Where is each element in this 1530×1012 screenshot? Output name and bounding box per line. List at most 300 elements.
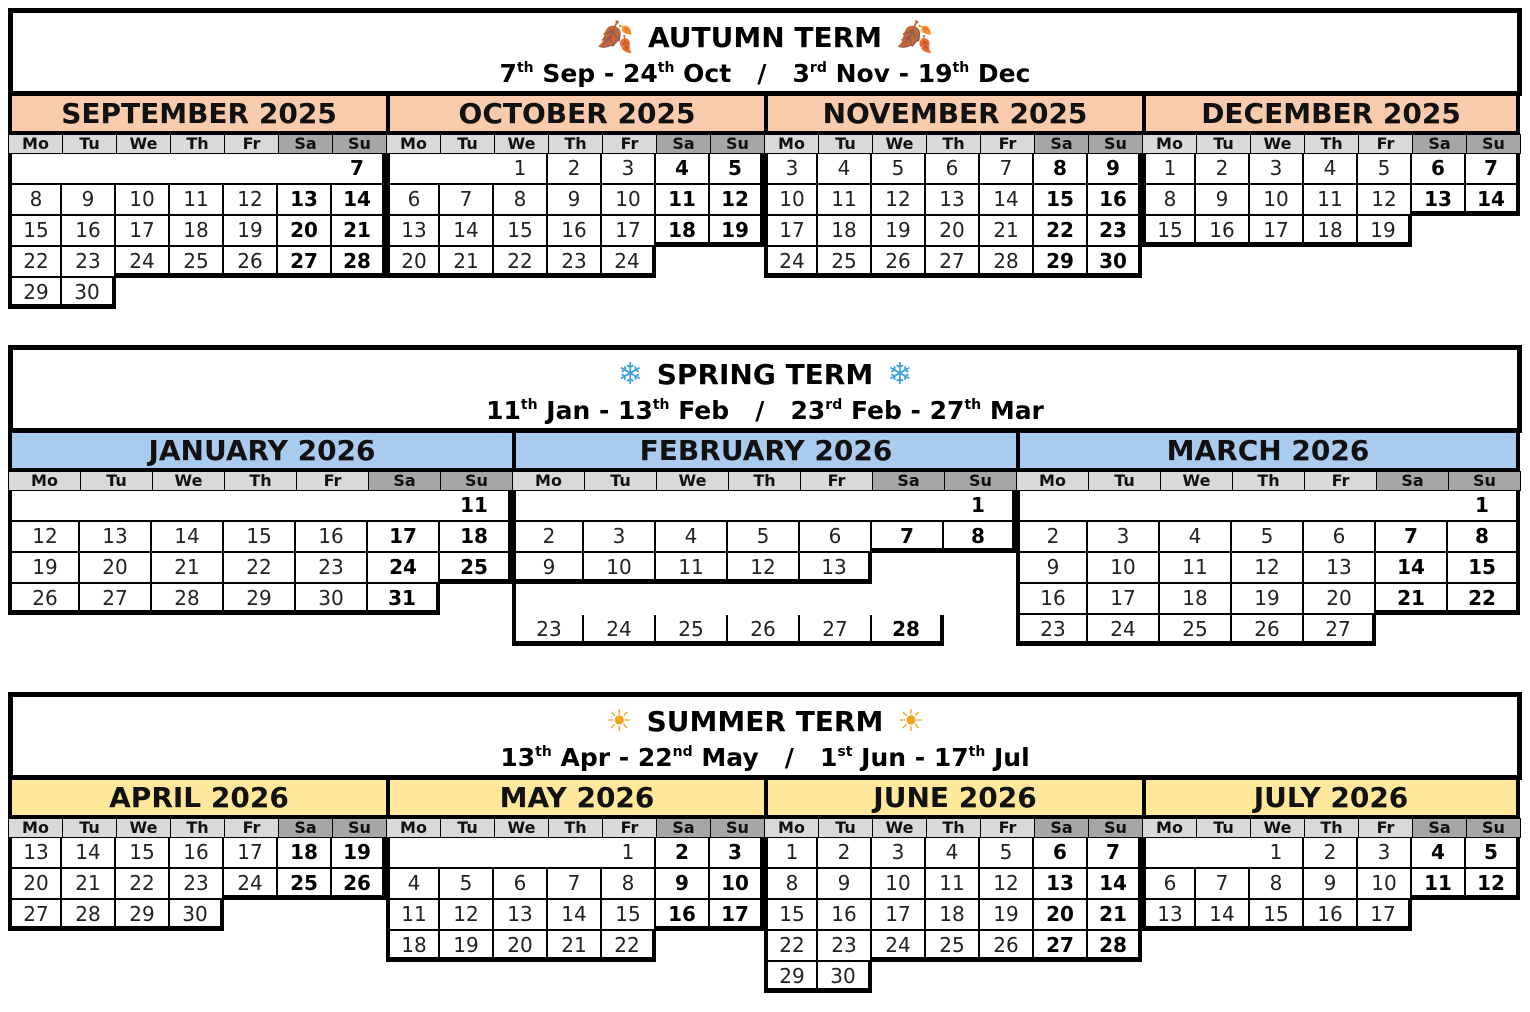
- empty-day-cell: [170, 154, 224, 185]
- day-cell: 11: [1412, 869, 1466, 900]
- empty-day-cell: [1034, 962, 1088, 993]
- empty-day-cell: [656, 584, 728, 615]
- weekday-header: Tu: [1196, 818, 1251, 838]
- day-cell: 4: [1304, 154, 1358, 185]
- day-cell: 6: [386, 185, 440, 216]
- day-cell: 24: [872, 931, 926, 962]
- day-cell: 18: [1304, 216, 1358, 247]
- empty-day-cell: [116, 278, 170, 309]
- day-cell: 14: [1466, 185, 1520, 216]
- empty-day-cell: [278, 900, 332, 931]
- date-rest: Jul: [985, 743, 1030, 772]
- day-cell: 8: [602, 869, 656, 900]
- day-cell: 12: [872, 185, 926, 216]
- day-cell: 3: [1088, 522, 1160, 553]
- day-cell: 27: [8, 900, 62, 931]
- weekday-header: Th: [548, 818, 603, 838]
- day-cell: 15: [1250, 900, 1304, 931]
- day-cell: 30: [170, 900, 224, 931]
- date-suffix: th: [968, 744, 986, 760]
- date-suffix: st: [837, 744, 853, 760]
- day-cell: 8: [1448, 522, 1520, 553]
- day-cell: 16: [1304, 900, 1358, 931]
- weekday-header: Th: [170, 134, 225, 154]
- empty-day-cell: [512, 491, 584, 522]
- day-cell: 9: [512, 553, 584, 584]
- day-cell: 24: [1088, 615, 1160, 646]
- day-cell: 15: [1142, 216, 1196, 247]
- day-cell: 27: [80, 584, 152, 615]
- day-cell: 20: [386, 247, 440, 278]
- day-cell: 14: [980, 185, 1034, 216]
- day-cell: 26: [332, 869, 386, 900]
- day-cell: 18: [926, 900, 980, 931]
- weekday-header: Mo: [1016, 471, 1089, 491]
- day-cell: 9: [1088, 154, 1142, 185]
- day-cell: 3: [872, 838, 926, 869]
- day-cell: 23: [1016, 615, 1088, 646]
- day-cell: 4: [1160, 522, 1232, 553]
- month-title: FEBRUARY 2026: [512, 429, 1020, 471]
- day-cell: 25: [440, 553, 512, 584]
- day-cell: 28: [152, 584, 224, 615]
- day-cell: 12: [1232, 553, 1304, 584]
- day-cell: 25: [170, 247, 224, 278]
- weekday-header: Th: [926, 818, 981, 838]
- day-cell: 24: [368, 553, 440, 584]
- day-cell: 6: [800, 522, 872, 553]
- day-cell: 14: [62, 838, 116, 869]
- empty-day-cell: [872, 584, 944, 615]
- day-cell: 28: [1088, 931, 1142, 962]
- weekday-header: Mo: [8, 134, 63, 154]
- day-cell: 29: [764, 962, 818, 993]
- day-cell: 8: [944, 522, 1016, 553]
- day-cell: 11: [1160, 553, 1232, 584]
- date-rest: May /: [692, 743, 820, 772]
- day-cell: 13: [80, 522, 152, 553]
- autumn-leaf-icon: 🍂: [896, 19, 934, 55]
- day-cell: 22: [1448, 584, 1520, 615]
- day-cell: 20: [1304, 584, 1376, 615]
- weekday-header: We: [1250, 134, 1305, 154]
- date-suffix: th: [952, 60, 970, 76]
- day-cell: 23: [512, 615, 584, 646]
- day-cell: 12: [1466, 869, 1520, 900]
- day-cell: 11: [656, 185, 710, 216]
- empty-day-cell: [386, 838, 440, 869]
- day-cell: 13: [1034, 869, 1088, 900]
- day-cell: 17: [1358, 900, 1412, 931]
- day-cell: 31: [368, 584, 440, 615]
- month-title: MAY 2026: [386, 776, 768, 818]
- empty-day-cell: [278, 154, 332, 185]
- weekday-header: Mo: [1142, 818, 1197, 838]
- sun-icon: ☀: [605, 703, 633, 739]
- date-rest: Sep -: [533, 59, 623, 88]
- day-cell: 21: [440, 247, 494, 278]
- day-cell: 17: [710, 900, 764, 931]
- date-rest: Nov -: [826, 59, 918, 88]
- day-cell: 11: [386, 900, 440, 931]
- weekday-header: We: [116, 818, 171, 838]
- day-cell: 5: [440, 869, 494, 900]
- day-cell: 15: [8, 216, 62, 247]
- weekday-header: Sa: [656, 134, 711, 154]
- day-cell: 19: [332, 838, 386, 869]
- day-cell: 30: [818, 962, 872, 993]
- weekday-header: Fr: [980, 818, 1035, 838]
- day-cell: 24: [224, 869, 278, 900]
- day-cell: 7: [1466, 154, 1520, 185]
- day-cell: 22: [1034, 216, 1088, 247]
- day-cell: 18: [818, 216, 872, 247]
- weekday-header: Th: [926, 134, 981, 154]
- day-cell: 11: [656, 553, 728, 584]
- day-cell: 10: [1088, 553, 1160, 584]
- day-cell: 26: [872, 247, 926, 278]
- weekday-header: Th: [548, 134, 603, 154]
- snowflake-icon: ❄: [887, 356, 913, 392]
- weekday-header: We: [872, 818, 927, 838]
- day-cell: 24: [584, 615, 656, 646]
- empty-day-cell: [1376, 491, 1448, 522]
- day-cell: 10: [872, 869, 926, 900]
- weekday-header: Mo: [764, 134, 819, 154]
- weekday-header: Th: [170, 818, 225, 838]
- weekday-header: Su: [710, 818, 765, 838]
- day-cell: 3: [710, 838, 764, 869]
- weekday-header: Fr: [602, 134, 657, 154]
- empty-day-cell: [1412, 216, 1466, 247]
- day-cell: 6: [1142, 869, 1196, 900]
- day-cell: 23: [818, 931, 872, 962]
- empty-day-cell: [368, 491, 440, 522]
- day-cell: 23: [296, 553, 368, 584]
- date-rest: Mar: [981, 396, 1044, 425]
- empty-day-cell: [1376, 615, 1448, 646]
- weekday-header: Su: [332, 818, 387, 838]
- day-cell: 5: [728, 522, 800, 553]
- empty-day-cell: [548, 838, 602, 869]
- day-cell: 9: [1304, 869, 1358, 900]
- day-cell: 7: [1196, 869, 1250, 900]
- day-cell: 6: [1034, 838, 1088, 869]
- day-cell: 26: [728, 615, 800, 646]
- day-cell: 30: [1088, 247, 1142, 278]
- empty-day-cell: [656, 247, 710, 278]
- weekday-header: Sa: [1412, 134, 1467, 154]
- date-day: 27: [929, 396, 965, 425]
- date-suffix: rd: [809, 60, 827, 76]
- day-cell: 18: [170, 216, 224, 247]
- weekday-header: Sa: [1412, 818, 1467, 838]
- weekday-header: Fr: [1304, 471, 1377, 491]
- date-rest: Apr -: [551, 743, 638, 772]
- day-cell: 6: [1304, 522, 1376, 553]
- day-cell: 14: [332, 185, 386, 216]
- day-cell: 21: [332, 216, 386, 247]
- day-cell: 17: [1088, 584, 1160, 615]
- day-cell: 16: [1088, 185, 1142, 216]
- weekday-header: We: [1160, 471, 1233, 491]
- empty-day-cell: [80, 491, 152, 522]
- empty-day-cell: [710, 931, 764, 962]
- weekday-header: Th: [1304, 818, 1359, 838]
- day-cell: 26: [980, 931, 1034, 962]
- day-cell: 17: [872, 900, 926, 931]
- day-cell: 19: [980, 900, 1034, 931]
- empty-day-cell: [728, 491, 800, 522]
- empty-day-cell: [224, 154, 278, 185]
- date-day: 13: [500, 743, 536, 772]
- empty-day-cell: [152, 491, 224, 522]
- term-banner: [8, 8, 1522, 96]
- day-cell: 5: [980, 838, 1034, 869]
- day-cell: 2: [1304, 838, 1358, 869]
- term-title: [13, 358, 1517, 391]
- day-cell: 18: [278, 838, 332, 869]
- weekday-header: Th: [1304, 134, 1359, 154]
- day-cell: 5: [1358, 154, 1412, 185]
- day-cell: 4: [1412, 838, 1466, 869]
- weekday-header: Su: [1466, 818, 1521, 838]
- date-suffix: th: [520, 397, 538, 413]
- day-cell: 20: [494, 931, 548, 962]
- weekday-header: Tu: [1088, 471, 1161, 491]
- term-title: [13, 705, 1517, 738]
- day-cell: 29: [1034, 247, 1088, 278]
- day-cell: 16: [1016, 584, 1088, 615]
- weekday-header: Sa: [1376, 471, 1449, 491]
- day-cell: 14: [1376, 553, 1448, 584]
- weekday-header: Fr: [980, 134, 1035, 154]
- empty-day-cell: [332, 900, 386, 931]
- day-cell: 4: [386, 869, 440, 900]
- empty-day-cell: [1466, 216, 1520, 247]
- sun-icon: ☀: [897, 703, 925, 739]
- day-cell: 18: [656, 216, 710, 247]
- day-cell: 7: [1376, 522, 1448, 553]
- weekday-header: Sa: [1034, 134, 1089, 154]
- date-rest: Jun -: [852, 743, 934, 772]
- autumn-leaf-icon: 🍂: [596, 19, 634, 55]
- date-day: 23: [790, 396, 826, 425]
- weekday-header: We: [1250, 818, 1305, 838]
- day-cell: 24: [764, 247, 818, 278]
- weekday-header: We: [152, 471, 225, 491]
- term-name: AUTUMN TERM: [647, 21, 883, 54]
- day-cell: 2: [1016, 522, 1088, 553]
- empty-day-cell: [8, 491, 80, 522]
- day-cell: 11: [440, 491, 512, 522]
- day-cell: 8: [8, 185, 62, 216]
- day-cell: 28: [332, 247, 386, 278]
- weekday-header: Su: [1466, 134, 1521, 154]
- empty-day-cell: [1088, 962, 1142, 993]
- date-day: 22: [637, 743, 673, 772]
- day-cell: 12: [224, 185, 278, 216]
- day-cell: 27: [1034, 931, 1088, 962]
- day-cell: 16: [548, 216, 602, 247]
- day-cell: 17: [1250, 216, 1304, 247]
- day-cell: 13: [278, 185, 332, 216]
- day-cell: 27: [926, 247, 980, 278]
- day-cell: 6: [1412, 154, 1466, 185]
- empty-day-cell: [1232, 491, 1304, 522]
- day-cell: 14: [1196, 900, 1250, 931]
- day-cell: 8: [1250, 869, 1304, 900]
- day-cell: 1: [602, 838, 656, 869]
- day-cell: 10: [602, 185, 656, 216]
- day-cell: 7: [872, 522, 944, 553]
- empty-day-cell: [1160, 491, 1232, 522]
- weekday-header: Tu: [440, 818, 495, 838]
- day-cell: 3: [602, 154, 656, 185]
- date-suffix: th: [657, 60, 675, 76]
- empty-day-cell: [872, 491, 944, 522]
- day-cell: 1: [1250, 838, 1304, 869]
- weekday-header: Th: [1232, 471, 1305, 491]
- day-cell: 11: [818, 185, 872, 216]
- day-cell: 19: [872, 216, 926, 247]
- day-cell: 30: [296, 584, 368, 615]
- empty-day-cell: [728, 584, 800, 615]
- weekday-header: Sa: [656, 818, 711, 838]
- day-cell: 20: [926, 216, 980, 247]
- weekday-header: Fr: [224, 134, 279, 154]
- date-day: 13: [618, 396, 653, 425]
- day-cell: 10: [584, 553, 656, 584]
- date-day: 1: [820, 743, 838, 772]
- weekday-header: Tu: [440, 134, 495, 154]
- weekday-header: Su: [332, 134, 387, 154]
- weekday-header: Su: [944, 471, 1017, 491]
- empty-day-cell: [800, 491, 872, 522]
- date-day: 11: [486, 396, 521, 425]
- day-cell: 16: [296, 522, 368, 553]
- day-cell: 26: [224, 247, 278, 278]
- weekday-header: Tu: [80, 471, 153, 491]
- day-cell: 9: [656, 869, 710, 900]
- weekday-header: Sa: [1034, 818, 1089, 838]
- date-rest: Feb -: [842, 396, 930, 425]
- day-cell: 15: [494, 216, 548, 247]
- month-title: JANUARY 2026: [8, 429, 516, 471]
- day-cell: 22: [764, 931, 818, 962]
- day-cell: 2: [548, 154, 602, 185]
- empty-day-cell: [512, 584, 584, 615]
- weekday-header: Tu: [818, 818, 873, 838]
- weekday-header: Mo: [8, 818, 63, 838]
- empty-day-cell: [62, 154, 116, 185]
- day-cell: 4: [818, 154, 872, 185]
- day-cell: 24: [602, 247, 656, 278]
- day-cell: 28: [62, 900, 116, 931]
- day-cell: 18: [1160, 584, 1232, 615]
- term-title: [13, 21, 1517, 54]
- day-cell: 13: [1142, 900, 1196, 931]
- date-rest: Feb /: [669, 396, 791, 425]
- day-cell: 11: [1304, 185, 1358, 216]
- day-cell: 3: [1358, 838, 1412, 869]
- day-cell: 13: [8, 838, 62, 869]
- month-title: JULY 2026: [1142, 776, 1520, 818]
- day-cell: 10: [1250, 185, 1304, 216]
- day-cell: 2: [1196, 154, 1250, 185]
- empty-day-cell: [224, 491, 296, 522]
- month-title: DECEMBER 2025: [1142, 92, 1520, 134]
- weekday-header: Mo: [1142, 134, 1197, 154]
- weekday-header: Tu: [62, 818, 117, 838]
- day-cell: 7: [980, 154, 1034, 185]
- day-cell: 21: [152, 553, 224, 584]
- day-cell: 12: [1358, 185, 1412, 216]
- month-title: APRIL 2026: [8, 776, 390, 818]
- weekday-header: Fr: [1358, 134, 1413, 154]
- day-cell: 16: [1196, 216, 1250, 247]
- day-cell: 23: [548, 247, 602, 278]
- weekday-header: Sa: [278, 818, 333, 838]
- term-dates: [13, 396, 1517, 425]
- day-cell: 12: [728, 553, 800, 584]
- empty-day-cell: [1142, 838, 1196, 869]
- day-cell: 21: [62, 869, 116, 900]
- weekday-header: Mo: [386, 818, 441, 838]
- day-cell: 15: [602, 900, 656, 931]
- weekday-header: Th: [224, 471, 297, 491]
- day-cell: 3: [584, 522, 656, 553]
- empty-day-cell: [800, 584, 872, 615]
- day-cell: 29: [8, 278, 62, 309]
- date-rest: Oct /: [674, 59, 793, 88]
- day-cell: 29: [224, 584, 296, 615]
- empty-day-cell: [1466, 900, 1520, 931]
- date-suffix: nd: [672, 744, 693, 760]
- day-cell: 15: [1448, 553, 1520, 584]
- day-cell: 16: [62, 216, 116, 247]
- day-cell: 19: [1358, 216, 1412, 247]
- day-cell: 25: [818, 247, 872, 278]
- day-cell: 10: [764, 185, 818, 216]
- weekday-header: Fr: [296, 471, 369, 491]
- empty-day-cell: [8, 154, 62, 185]
- day-cell: 12: [710, 185, 764, 216]
- day-cell: 5: [872, 154, 926, 185]
- day-cell: 1: [944, 491, 1016, 522]
- day-cell: 30: [62, 278, 116, 309]
- day-cell: 21: [1088, 900, 1142, 931]
- day-cell: 18: [386, 931, 440, 962]
- day-cell: 27: [1304, 615, 1376, 646]
- weekday-header: Sa: [278, 134, 333, 154]
- day-cell: 23: [170, 869, 224, 900]
- day-cell: 22: [602, 931, 656, 962]
- day-cell: 22: [8, 247, 62, 278]
- weekday-header: Mo: [764, 818, 819, 838]
- day-cell: 25: [656, 615, 728, 646]
- day-cell: 27: [800, 615, 872, 646]
- weekday-header: Fr: [800, 471, 873, 491]
- empty-day-cell: [440, 584, 512, 615]
- empty-day-cell: [116, 154, 170, 185]
- term-dates: [13, 59, 1517, 88]
- date-day: 24: [622, 59, 658, 88]
- empty-day-cell: [872, 553, 944, 584]
- empty-day-cell: [1412, 900, 1466, 931]
- empty-day-cell: [296, 491, 368, 522]
- day-cell: 8: [1034, 154, 1088, 185]
